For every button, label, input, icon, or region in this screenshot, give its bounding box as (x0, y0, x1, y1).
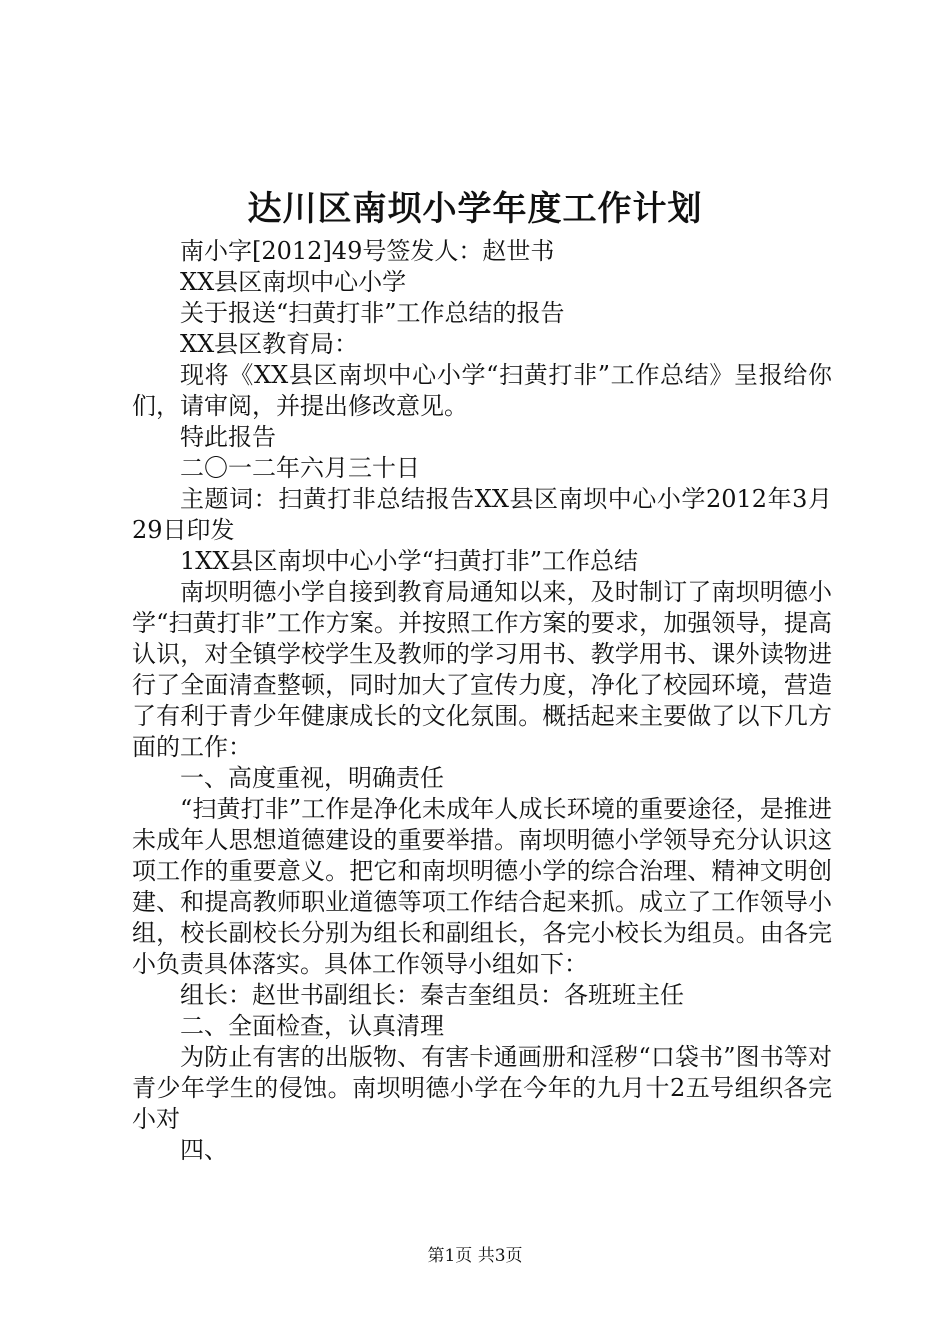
paragraph-section-2-body: 为防止有害的出版物、有害卡通画册和淫秽“口袋书”图书等对青少年学生的侵蚀。南坝明德小学在今年的九月十2五号组织各完小对 (132, 1043, 832, 1133)
paragraph-summary-title: 1XX县区南坝中心小学“扫黄打非”工作总结 (180, 547, 638, 575)
section-heading-1: 一、高度重视，明确责任 (180, 764, 444, 792)
paragraph-intro: 现将《XX县区南坝中心小学“扫黄打非”工作总结》呈报给你们，请审阅，并提出修改意见。 (132, 361, 832, 420)
paragraph-summary-body: 南坝明德小学自接到教育局通知以来，及时制订了南坝明德小学“扫黄打非”工作方案。并按照工作方案的要求，加强领导，提高认识，对全镇学校学生及教师的学习用书、教学用书、课外读物进行了全面清查整顿，同时加大了宣传力度，净化了校园环境，营造了有利于青少年健康成长的文化氛围。概括起来主要做了以下几方面的工作： (132, 578, 832, 761)
paragraph-doc-number: 南小字[2012]49号签发人：赵世书 (180, 237, 555, 265)
paragraph-school-name: XX县区南坝中心小学 (180, 268, 407, 296)
paragraph-date: 二〇一二年六月三十日 (180, 454, 420, 482)
document-body (132, 236, 832, 1166)
section-heading-2: 二、全面检查，认真清理 (180, 1012, 444, 1040)
paragraph-report-title: 关于报送“扫黄打非”工作总结的报告 (180, 299, 565, 327)
document-title: 达川区南坝小学年度工作计划 (247, 189, 703, 229)
paragraph-recipient: XX县区教育局： (180, 330, 359, 358)
paragraph-closing: 特此报告 (180, 423, 276, 451)
paragraph-section-1-body: “扫黄打非”工作是净化未成年人成长环境的重要途径，是推进未成年人思想道德建设的重要举措。南坝明德小学领导充分认识这项工作的重要意义。把它和南坝明德小学的综合治理、精神文明创建、和提高教师职业道德等项工作结合起来抓。成立了工作领导小组，校长副校长分别为组长和副组长，各完小校长为组员。由各完小负责具体落实。具体工作领导小组如下： (132, 795, 832, 978)
paragraph-leadership-group: 组长：赵世书副组长：秦吉奎组员：各班班主任 (180, 981, 684, 1009)
paragraph-keywords: 主题词：扫黄打非总结报告XX县区南坝中心小学2012年3月29日印发 (132, 485, 832, 544)
section-heading-4: 四、 (180, 1136, 228, 1164)
page-footer: 第1页 共3页 (427, 1246, 523, 1266)
